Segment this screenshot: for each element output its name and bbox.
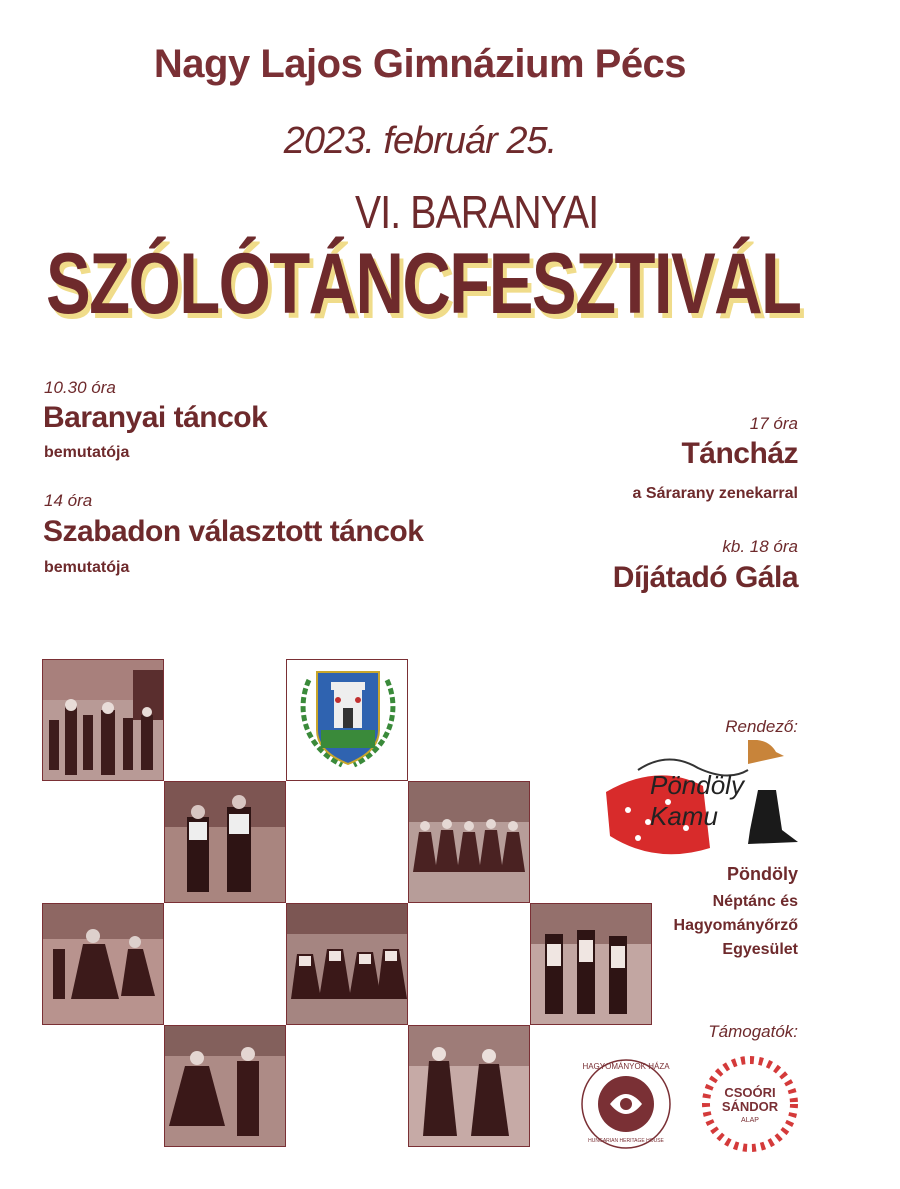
photo-tile — [42, 659, 164, 781]
hagyomanyok-haza-text: HAGYOMÁNYOK HÁZA — [582, 1062, 670, 1071]
school-name: Nagy Lajos Gimnázium Pécs — [153, 42, 687, 86]
organizer-name: Pöndöly — [727, 864, 798, 884]
organizer-sub: Hagyományőrző — [673, 917, 798, 934]
pondoly-logo — [598, 740, 798, 858]
csoori-line2: SÁNDOR — [721, 1099, 779, 1114]
event-time: kb. 18 óra — [722, 537, 798, 556]
hagyomanyok-haza-logo — [580, 1058, 672, 1150]
event-subtitle: bemutatója — [44, 444, 130, 461]
organizer-sub: Egyesület — [722, 941, 798, 958]
event-title: Díjátadó Gála — [612, 561, 798, 594]
event-time: 17 óra — [749, 414, 798, 433]
photo-tile — [164, 1025, 286, 1147]
supporters-label: Támogatók: — [708, 1022, 798, 1041]
event-time: 10.30 óra — [44, 378, 116, 397]
event-title: Baranyai táncok — [43, 401, 268, 434]
photo-tile — [164, 781, 286, 903]
festival-title-line2: SZÓLÓTÁNCFESZTIVÁL — [46, 236, 801, 332]
event-subtitle: a Sárarany zenekarral — [632, 485, 798, 502]
pondoly-logo-text: Pöndöly Kamu — [650, 770, 744, 831]
event-subtitle: bemutatója — [44, 559, 130, 576]
photo-tile — [408, 781, 530, 903]
hagyomanyok-haza-subtext: HUNGARIAN HERITAGE HOUSE — [588, 1138, 664, 1144]
city-crest — [286, 659, 408, 781]
photo-tile — [42, 903, 164, 1025]
festival-title-line1: VI. BARANYAI — [355, 186, 599, 238]
event-date: 2023. február 25. — [283, 120, 557, 162]
event-title: Táncház — [681, 437, 798, 470]
organizer-label: Rendező: — [725, 717, 798, 736]
photo-tile — [530, 903, 652, 1025]
csoori-line3: ALAP — [741, 1117, 759, 1124]
photo-tile — [286, 903, 408, 1025]
event-time: 14 óra — [44, 491, 93, 510]
event-title: Szabadon választott táncok — [43, 515, 424, 548]
csoori-sandor-logo — [700, 1054, 800, 1154]
csoori-line1: CSOÓRI — [724, 1085, 776, 1100]
photo-tile — [408, 1025, 530, 1147]
organizer-sub: Néptánc és — [712, 893, 798, 910]
